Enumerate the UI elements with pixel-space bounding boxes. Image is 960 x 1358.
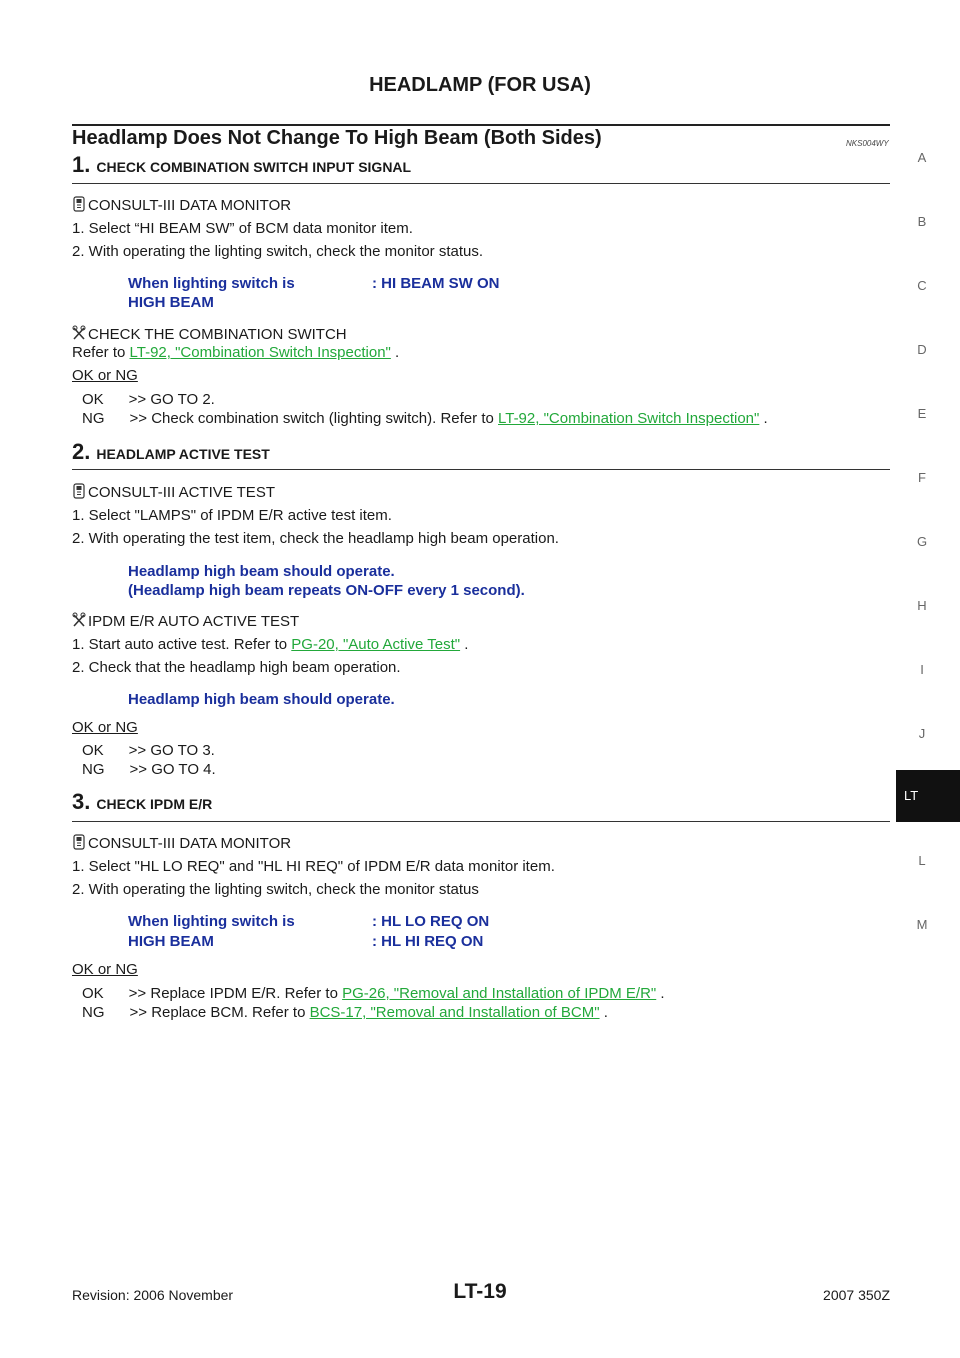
side-tab-i[interactable]: I bbox=[920, 662, 924, 677]
consult-tool-icon bbox=[72, 483, 86, 499]
step3-ng-text: NG >> Replace BCM. Refer to bbox=[82, 1004, 306, 1021]
step1-title: CHECK COMBINATION SWITCH INPUT SIGNAL bbox=[96, 159, 412, 175]
step1-rule bbox=[72, 183, 890, 184]
footer-model: 2007 350Z bbox=[823, 1287, 890, 1303]
section-code: NKS004WY bbox=[846, 139, 889, 148]
step2-heading bbox=[72, 439, 270, 465]
step3-spec-value2: : HL HI REQ ON bbox=[372, 933, 484, 950]
side-tab-a[interactable]: A bbox=[917, 150, 927, 165]
side-tab-lt-active[interactable]: LT bbox=[896, 770, 960, 822]
side-tab-j[interactable]: J bbox=[918, 726, 926, 741]
step1-ok: OK >> GO TO 2. bbox=[82, 391, 215, 408]
tools-icon bbox=[72, 325, 86, 341]
step3-ng-end: . bbox=[603, 1004, 608, 1021]
side-tab-l[interactable]: L bbox=[918, 853, 926, 868]
step2-ok: OK >> GO TO 3. bbox=[82, 742, 215, 759]
step1-ng-end: . bbox=[763, 410, 768, 427]
tools-icon bbox=[72, 612, 86, 628]
step2-auto-item1 bbox=[72, 636, 468, 653]
side-tab-m[interactable]: M bbox=[916, 917, 928, 932]
step2-auto-item2: 2. Check that the headlamp high beam operation. bbox=[72, 659, 401, 676]
side-tab-b[interactable]: B bbox=[917, 214, 927, 229]
side-tab-d[interactable]: D bbox=[917, 342, 927, 357]
header-rule bbox=[72, 124, 890, 126]
step1-item1: 1. Select “HI BEAM SW” of BCM data monitor item. bbox=[72, 220, 413, 237]
side-tab-g[interactable]: G bbox=[916, 534, 928, 549]
step2-number: 2. bbox=[72, 439, 91, 464]
step2-consult bbox=[72, 483, 275, 501]
step1-spec-label1: When lighting switch is bbox=[128, 275, 295, 292]
step3-number: 3. bbox=[72, 789, 91, 814]
side-tab-h[interactable]: H bbox=[917, 598, 927, 613]
step1-ng bbox=[82, 410, 768, 427]
side-tab-c[interactable]: C bbox=[917, 278, 927, 293]
step1-number: 1. bbox=[72, 152, 91, 177]
step3-spec-label1: When lighting switch is bbox=[128, 913, 295, 930]
step2-ng: NG >> GO TO 4. bbox=[82, 761, 216, 778]
step3-heading bbox=[72, 789, 212, 815]
step2-spec3: Headlamp high beam should operate. bbox=[128, 691, 395, 708]
step2-okng: OK or NG bbox=[72, 719, 138, 736]
step1-item2: 2. With operating the lighting switch, check the monitor status. bbox=[72, 243, 484, 260]
page-header-title: HEADLAMP (FOR USA) bbox=[369, 74, 591, 96]
step3-item2: 2. With operating the lighting switch, check the monitor status bbox=[72, 881, 479, 898]
step2-item1: 1. Select "LAMPS" of IPDM E/R active test item. bbox=[72, 507, 392, 524]
step3-ok-end: . bbox=[660, 985, 665, 1002]
step1-refer bbox=[72, 344, 399, 361]
step3-item1: 1. Select "HL LO REQ" and "HL HI REQ" of IPDM E/R data monitor item. bbox=[72, 858, 555, 875]
step2-spec2: (Headlamp high beam repeats ON-OFF every 1 second). bbox=[128, 582, 525, 599]
step2-item2: 2. With operating the test item, check the headlamp high beam operation. bbox=[72, 530, 559, 547]
step3-rule bbox=[72, 821, 890, 822]
step3-consult bbox=[72, 834, 291, 852]
link-lt92-combination-switch[interactable]: LT-92, "Combination Switch Inspection" bbox=[129, 344, 391, 361]
consult-tool-icon bbox=[72, 834, 86, 850]
side-tab-f[interactable]: F bbox=[918, 470, 926, 485]
step1-spec-label2: HIGH BEAM bbox=[128, 294, 214, 311]
step2-rule bbox=[72, 469, 890, 470]
step1-heading bbox=[72, 152, 411, 178]
step2-auto-item1-end: . bbox=[464, 636, 469, 653]
step2-spec1: Headlamp high beam should operate. bbox=[128, 563, 395, 580]
section-title: Headlamp Does Not Change To High Beam (Both Sides) bbox=[72, 127, 602, 149]
step3-spec-value1: : HL LO REQ ON bbox=[372, 913, 490, 930]
step3-consult-label: CONSULT-III DATA MONITOR bbox=[88, 835, 292, 852]
step1-spec-value: : HI BEAM SW ON bbox=[372, 275, 500, 292]
side-tab-e[interactable]: E bbox=[917, 406, 927, 421]
step2-auto bbox=[72, 612, 299, 630]
step3-spec-label2: HIGH BEAM bbox=[128, 933, 214, 950]
footer-page-number: LT-19 bbox=[453, 1280, 507, 1303]
consult-tool-icon bbox=[72, 196, 86, 212]
link-bcs17-bcm-removal[interactable]: BCS-17, "Removal and Installation of BCM" bbox=[309, 1004, 600, 1021]
step3-ok bbox=[82, 985, 665, 1002]
link-lt92-combination-switch-2[interactable]: LT-92, "Combination Switch Inspection" bbox=[498, 410, 760, 427]
step1-check bbox=[72, 325, 347, 343]
step1-okng: OK or NG bbox=[72, 367, 138, 384]
step1-refer-text: Refer to bbox=[72, 344, 126, 361]
step2-consult-label: CONSULT-III ACTIVE TEST bbox=[88, 484, 275, 501]
step2-auto-label: IPDM E/R AUTO ACTIVE TEST bbox=[88, 613, 300, 630]
step3-ok-text: OK >> Replace IPDM E/R. Refer to bbox=[82, 985, 338, 1002]
step1-consult-label: CONSULT-III DATA MONITOR bbox=[88, 197, 292, 214]
step2-auto-item1-text: 1. Start auto active test. Refer to bbox=[72, 636, 288, 653]
link-pg26-ipdm-removal[interactable]: PG-26, "Removal and Installation of IPDM E/R" bbox=[342, 985, 657, 1002]
step1-refer-end: . bbox=[395, 344, 400, 361]
step3-okng: OK or NG bbox=[72, 961, 138, 978]
step1-check-label: CHECK THE COMBINATION SWITCH bbox=[88, 326, 347, 343]
step3-title: CHECK IPDM E/R bbox=[96, 796, 213, 812]
footer-revision: Revision: 2006 November bbox=[72, 1287, 234, 1303]
step1-ng-text: NG >> Check combination switch (lighting switch). Refer to bbox=[82, 410, 494, 427]
step1-consult bbox=[72, 196, 291, 214]
link-pg20-auto-active-test[interactable]: PG-20, "Auto Active Test" bbox=[291, 636, 461, 653]
step3-ng bbox=[82, 1004, 608, 1021]
step2-title: HEADLAMP ACTIVE TEST bbox=[96, 446, 270, 462]
